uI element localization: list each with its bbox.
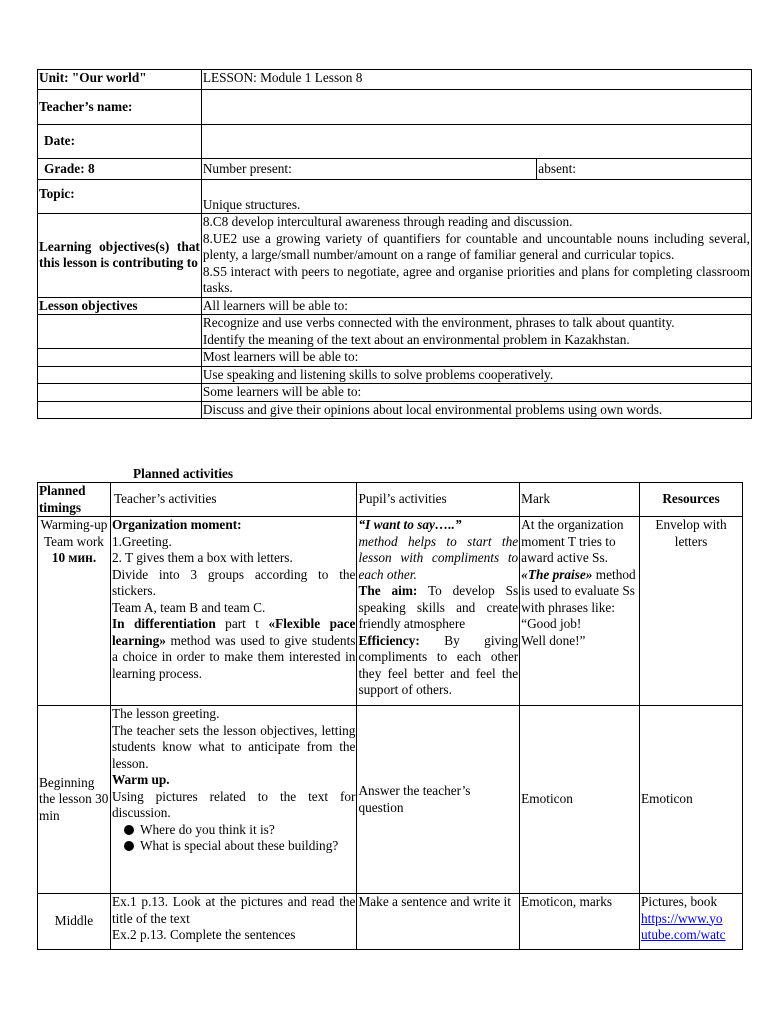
warmup-pupil — [357, 517, 520, 706]
most-learners-heading: Most learners will be able to: — [201, 349, 751, 367]
learning-objective-3: 8.S5 interact with peers to negotiate, agree and organise priorities and plans for completing classroom tasks. — [202, 263, 750, 295]
all-learners-items — [201, 315, 751, 349]
bullet-icon — [124, 825, 134, 835]
youtube-link[interactable] — [641, 911, 741, 944]
pupil-method: method helps to start the lesson with compliments to each other. — [358, 533, 519, 582]
warmup-resources: Envelop with letters — [640, 517, 743, 706]
col-header-resources: Resources — [640, 483, 743, 517]
differentiation-part: part t — [215, 616, 269, 631]
warmup-timing-1: Warming-up — [40, 517, 108, 532]
lesson-label: LESSON: Module 1 Lesson 8 — [201, 70, 751, 90]
teacher-name-label: Teacher’s name: — [38, 90, 202, 125]
pupil-efficiency: By giving compliments to each other they feel better and feel the support of others. — [358, 632, 519, 697]
warmup-timing — [38, 517, 111, 706]
beginning-teacher-2: The teacher sets the lesson objectives, letting students know what to anticipate from the lesson. — [111, 722, 356, 771]
beginning-teacher-1: The lesson greeting. — [111, 706, 220, 721]
beginning-resources: Emoticon — [640, 706, 743, 894]
learning-objective-1: 8.C8 develop intercultural awareness through reading and discussion. — [202, 214, 573, 229]
middle-resources-text: Pictures, book — [641, 894, 718, 909]
lesson-objectives-label: Lesson objectives — [38, 297, 202, 315]
col-header-mark: Mark — [520, 483, 640, 517]
warmup-teacher-line: 1.Greeting. — [111, 533, 172, 549]
beginning-timing: Beginning the lesson 30 min — [38, 706, 111, 894]
grade-label: Grade: 8 — [38, 159, 202, 180]
unit-label: Unit: "Our world" — [38, 70, 202, 90]
middle-timing: Middle — [38, 894, 111, 950]
col-header-teacher: Teacher’s activities — [110, 483, 357, 517]
date-value[interactable] — [201, 125, 751, 159]
warmup-teacher-line: Divide into 3 groups according to the stickers. — [111, 566, 356, 598]
beginning-pupil: Answer the teacher’s question — [357, 706, 520, 894]
differentiation-text: method was used to give students a choice in order to make them interested in learning process. — [111, 632, 356, 681]
planned-activities-title: Planned activities — [133, 466, 234, 481]
all-learners-item-2: Identify the meaning of the text about an environmental problem in Kazakhstan. — [202, 331, 630, 347]
pupil-aim: To develop Ss speaking skills and create friendly atmosphere — [358, 583, 519, 631]
youtube-link-part-1[interactable]: https://www.yo — [641, 910, 723, 926]
warmup-mark — [520, 517, 640, 706]
middle-resources — [640, 894, 743, 950]
warmup-teacher-line: Team A, team B and team C. — [111, 599, 266, 615]
warmup-timing-2: Team work — [43, 533, 104, 549]
col-header-timings: Planned timings — [38, 483, 111, 517]
middle-mark: Emoticon, marks — [520, 894, 640, 950]
pupil-efficiency-label: Efficiency: — [358, 632, 420, 648]
col-header-pupil: Pupil’s activities — [357, 483, 520, 517]
topic-value: Unique structures. — [201, 180, 751, 214]
pupil-aim-label: The aim: — [358, 583, 418, 598]
beginning-teacher — [110, 706, 357, 894]
mark-text-4: Well done!” — [521, 632, 586, 648]
most-learners-item: Use speaking and listening skills to solve problems cooperatively. — [201, 366, 751, 384]
topic-label: Topic: — [38, 180, 202, 214]
date-label: Date: — [38, 125, 202, 159]
some-learners-heading: Some learners will be able to: — [201, 384, 751, 402]
youtube-link-part-2[interactable]: utube.com/watc — [641, 927, 726, 942]
mark-text-2: method is used to evaluate Ss with phrases like: — [521, 566, 636, 615]
middle-teacher — [110, 894, 357, 950]
some-learners-item: Discuss and give their opinions about local environmental problems using own words. — [201, 401, 751, 419]
beginning-teacher-3: Using pictures related to the text for discussion. — [111, 788, 356, 820]
absent-label: absent: — [537, 159, 752, 180]
number-present-label: Number present: — [201, 159, 536, 180]
all-learners-item-1: Recognize and use verbs connected with the environment, phrases to talk about quantity. — [202, 315, 675, 330]
differentiation-label: In differentiation — [111, 616, 216, 631]
teacher-name-value[interactable] — [201, 90, 751, 125]
beginning-mark: Emoticon — [520, 706, 640, 894]
question-1: Where do you think it is? — [139, 821, 275, 837]
learning-objectives — [201, 214, 751, 298]
middle-teacher-2: Ex.2 p.13. Complete the sentences — [111, 927, 296, 942]
mark-praise-method: «The praise» — [521, 566, 593, 582]
learning-objectives-label: Learning objectives(s) that this lesson is contributing to — [38, 214, 202, 298]
mark-text-1: At the organization moment T tries to award active Ss. — [521, 517, 624, 565]
warm-up-label: Warm up. — [111, 772, 170, 787]
lesson-header-table — [37, 69, 752, 419]
warmup-timing-3: 10 мин. — [51, 550, 97, 565]
question-2: What is special about these building? — [139, 838, 339, 853]
middle-teacher-1: Ex.1 p.13. Look at the pictures and read the title of the text — [111, 894, 356, 926]
learning-objective-2: 8.UE2 use a growing variety of quantifiers for countable and uncountable nouns including several, plenty, a large/small number/amount on a range of familiar general and curricular topics. — [202, 230, 750, 262]
warmup-teacher — [110, 517, 357, 706]
flexible-pace-method: «Flexible pace learning» — [111, 616, 356, 648]
middle-pupil: Make a sentence and write it — [357, 894, 520, 950]
planned-activities-table — [37, 482, 743, 950]
bullet-icon — [124, 841, 134, 851]
warmup-teacher-line: 2. T gives them a box with letters. — [111, 550, 293, 565]
pupil-quote: “I want to say…..” — [358, 517, 462, 532]
mark-text-3: “Good job! — [521, 616, 582, 631]
all-learners-heading: All learners will be able to: — [201, 297, 751, 315]
warmup-teacher-title: Organization moment: — [111, 517, 242, 532]
